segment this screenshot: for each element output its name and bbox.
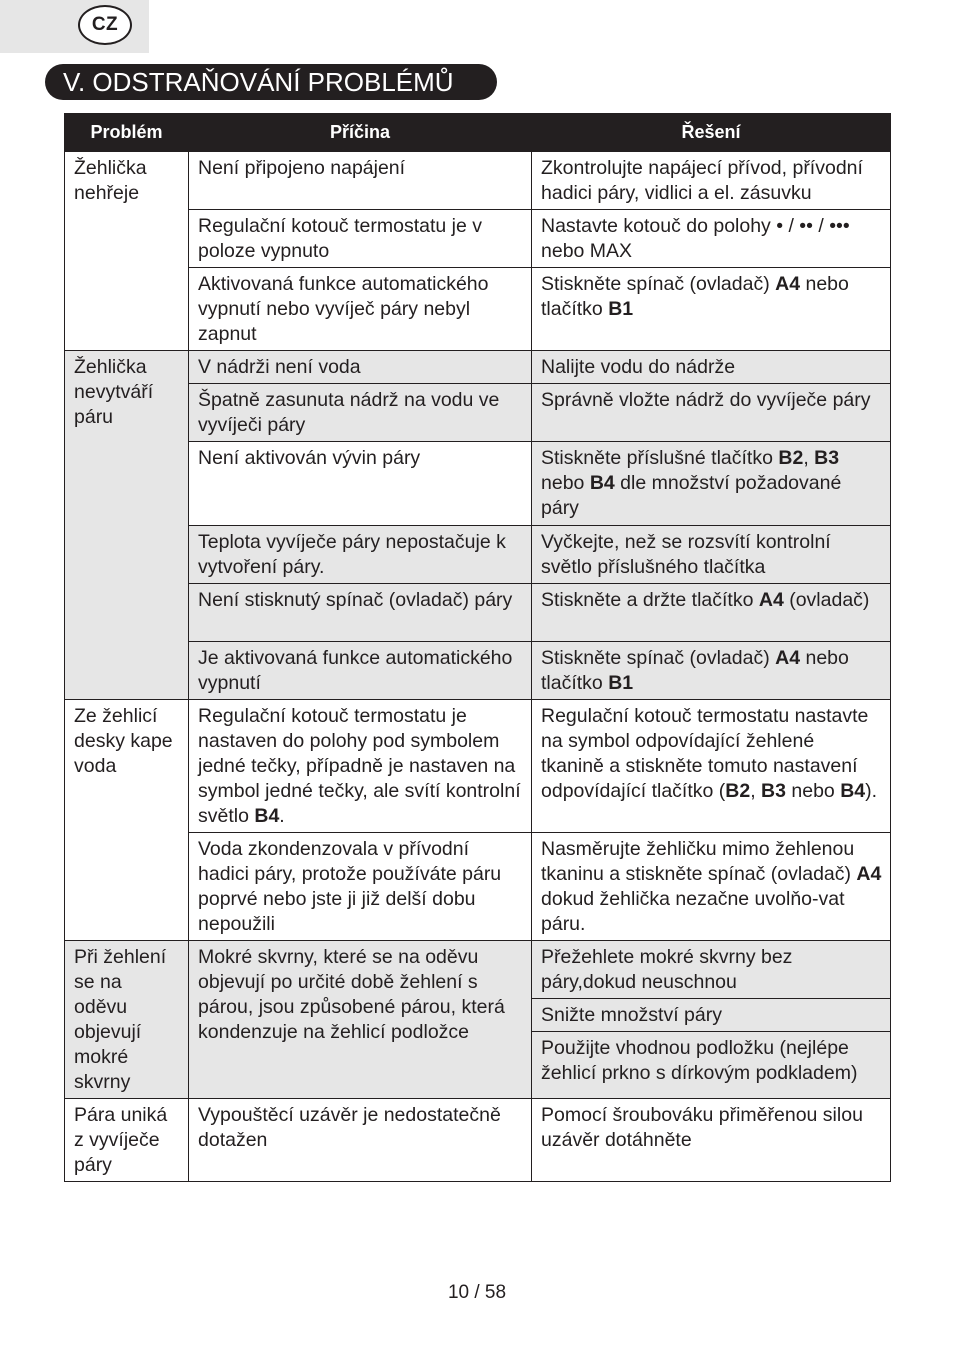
solution-cell: Stiskněte příslušné tlačítko B2, B3 nebo B4 dle množství požadované páry — [532, 442, 891, 526]
table-row — [65, 941, 891, 999]
language-badge: CZ — [78, 5, 132, 45]
table-row — [65, 526, 891, 584]
table-row — [65, 700, 891, 833]
cause-cell: Regulační kotouč termostatu je v poloze vypnuto — [189, 210, 532, 268]
problem-cell: Žehlička nevytváří páru — [65, 351, 189, 700]
cause-cell: Je aktivovaná funkce automatického vypnutí — [189, 642, 532, 700]
solution-cell: Přežehlete mokré skvrny bez páry,dokud neuschnou — [532, 941, 891, 999]
cause-cell: Vypouštěcí uzávěr je nedostatečně dotažen — [189, 1099, 532, 1182]
problem-cell: Při žehlení se na oděvu objevují mokré skvrny — [65, 941, 189, 1099]
solution-cell: Správně vložte nádrž do vyvíječe páry — [532, 384, 891, 442]
cause-cell: Voda zkondenzovala v přívodní hadici páry, protože používáte páru poprvé nebo jste ji již delší dobu nepoužili — [189, 833, 532, 941]
page-number: 10 / 58 — [447, 1282, 507, 1303]
cause-cell: V nádrži není voda — [189, 351, 532, 384]
table-row — [65, 833, 891, 941]
solution-cell: Použijte vhodnou podložku (nejlépe žehlicí prkno s dírkovým podkladem) — [532, 1032, 891, 1099]
cause-cell: Teplota vyvíječe páry nepostačuje k vytvoření páry. — [189, 526, 532, 584]
table-row — [65, 442, 891, 526]
solution-cell: Nasměrujte žehličku mimo žehlenou tkaninu a stiskněte spínač (ovladač) A4 dokud žehlička nezačne uvolňo-vat páru. — [532, 833, 891, 941]
table-row — [65, 351, 891, 384]
cause-cell: Aktivovaná funkce automatického vypnutí nebo vyvíječ páry nebyl zapnut — [189, 268, 532, 351]
table-row — [65, 642, 891, 700]
table-row — [65, 210, 891, 268]
table-row — [65, 152, 891, 210]
table-row — [65, 268, 891, 351]
table-row — [65, 1099, 891, 1182]
language-tab — [0, 0, 149, 53]
solution-cell: Snižte množství páry — [532, 999, 891, 1032]
problem-cell: Žehlička nehřeje — [65, 152, 189, 351]
solution-cell: Stiskněte spínač (ovladač) A4 nebo tlačítko B1 — [532, 268, 891, 351]
cause-cell: Špatně zasunuta nádrž na vodu ve vyvíječi páry — [189, 384, 532, 442]
solution-cell: Zkontrolujte napájecí přívod, přívodní hadici páry, vidlici a el. zásuvku — [532, 152, 891, 210]
cause-cell: Není připojeno napájení — [189, 152, 532, 210]
solution-cell: Stiskněte spínač (ovladač) A4 nebo tlačítko B1 — [532, 642, 891, 700]
cause-cell: Není stisknutý spínač (ovladač) páry — [189, 584, 532, 642]
section-title: V. ODSTRAŇOVÁNÍ PROBLÉMŮ — [45, 64, 497, 100]
solution-cell: Pomocí šroubováku přiměřenou silou uzávěr dotáhněte — [532, 1099, 891, 1182]
troubleshooting-table — [64, 113, 891, 1182]
cause-cell: Není aktivován vývin páry — [189, 442, 532, 526]
table-header-row — [65, 114, 891, 152]
table-row — [65, 584, 891, 642]
solution-cell: Vyčkejte, než se rozsvítí kontrolní světlo příslušného tlačítka — [532, 526, 891, 584]
cause-cell: Regulační kotouč termostatu je nastaven do polohy pod symbolem jedné tečky, případně je nastaven na symbol jedné tečky, ale svítí kontrolní světlo B4. — [189, 700, 532, 833]
solution-cell: Nastavte kotouč do polohy • / •• / ••• nebo MAX — [532, 210, 891, 268]
header-solution: Řešení — [532, 114, 891, 152]
header-cause: Příčina — [189, 114, 532, 152]
solution-cell: Stiskněte a držte tlačítko A4 (ovladač) — [532, 584, 891, 642]
table-row — [65, 384, 891, 442]
cause-cell: Mokré skvrny, které se na oděvu objevují po určité době žehlení s párou, jsou způsobené párou, která kondenzuje na žehlicí podložce — [189, 941, 532, 1099]
solution-cell: Nalijte vodu do nádrže — [532, 351, 891, 384]
header-problem: Problém — [65, 114, 189, 152]
problem-cell: Ze žehlicí desky kape voda — [65, 700, 189, 941]
problem-cell: Pára uniká z vyvíječe páry — [65, 1099, 189, 1182]
solution-cell: Regulační kotouč termostatu nastavte na symbol odpovídající žehlené tkanině a stiskněte tomuto nastavení odpovídající tlačítko (B2, B3 nebo B4). — [532, 700, 891, 833]
